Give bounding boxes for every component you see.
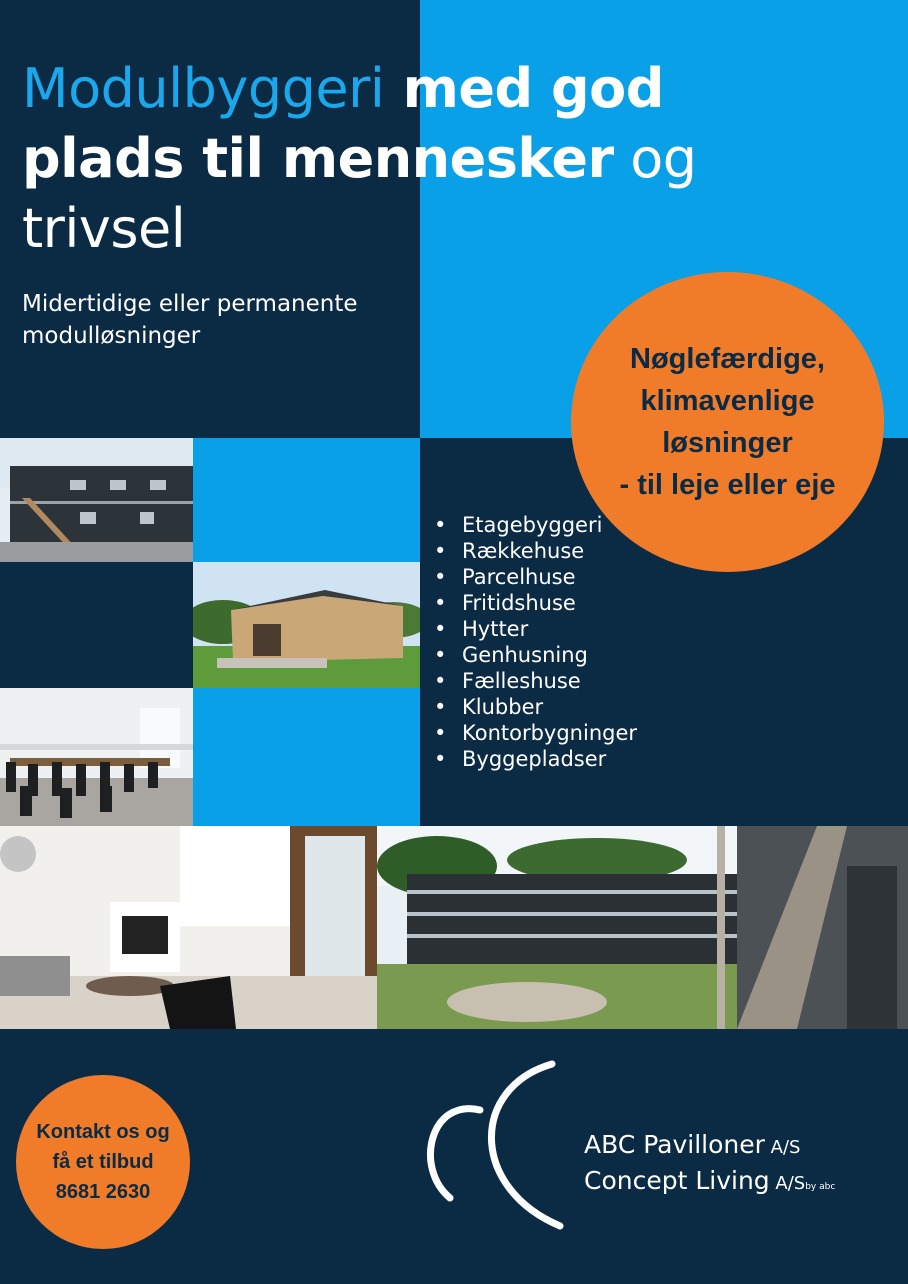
list-item: • Parcelhuse — [434, 564, 637, 590]
building-types-list — [434, 512, 637, 772]
company-logo-icon — [410, 1058, 580, 1230]
brand-company-2-tag: by abc — [805, 1182, 836, 1192]
photo-wooden-cabin — [193, 562, 420, 688]
list-item: • Rækkehuse — [434, 538, 637, 564]
brand-company-2: Concept Living — [584, 1166, 770, 1195]
offer-badge-line-3: løsninger — [662, 427, 793, 459]
list-item: • Hytter — [434, 616, 637, 642]
brand-line-1 — [584, 1128, 835, 1164]
list-item: • Fritidshuse — [434, 590, 637, 616]
headline-part-2: med god — [384, 57, 664, 120]
photo-two-storey-module-building — [0, 438, 193, 562]
headline — [22, 54, 722, 264]
subtitle-line-2: modulløsninger — [22, 323, 201, 349]
brand-names — [584, 1128, 835, 1204]
list-item: • Genhusning — [434, 642, 637, 668]
headline-part-3: plads til mennesker — [22, 127, 614, 190]
offer-badge-line-4: - til leje eller eje — [619, 469, 836, 501]
photo-dining-room-interior — [0, 688, 193, 826]
photo-living-room-interior — [0, 826, 377, 1029]
brand-line-2 — [584, 1164, 835, 1204]
headline-part-5: trivsel — [22, 197, 186, 260]
list-item: • Byggepladser — [434, 746, 637, 772]
contact-badge — [16, 1075, 190, 1249]
brand-company-1-suffix: A/S — [764, 1137, 801, 1158]
list-item: • Klubber — [434, 694, 637, 720]
contact-line-1: Kontakt os og — [36, 1121, 170, 1143]
list-item: • Kontorbygninger — [434, 720, 637, 746]
list-item: • Etagebyggeri — [434, 512, 637, 538]
brand-company-1: ABC Pavilloner — [584, 1130, 765, 1159]
contact-phone: 8681 2630 — [55, 1181, 151, 1203]
contact-line-2: få et tilbud — [52, 1151, 154, 1173]
headline-part-1: Modulbyggeri — [22, 57, 385, 120]
brand-company-2-suffix: A/S — [769, 1173, 806, 1194]
blue-panel-lower-left — [193, 688, 420, 826]
list-item: • Fælleshuse — [434, 668, 637, 694]
offer-badge-line-1: Nøglefærdige, — [630, 343, 825, 375]
subtitle — [22, 288, 442, 352]
navy-panel-left-gap — [0, 562, 193, 688]
photo-apartment-complex-courtyard — [377, 826, 908, 1029]
subtitle-line-1: Midertidige eller permanente — [22, 291, 358, 317]
headline-part-4: og — [613, 127, 697, 190]
blue-panel-mid-left — [193, 438, 420, 563]
offer-badge-line-2: klimavenlige — [640, 385, 815, 417]
